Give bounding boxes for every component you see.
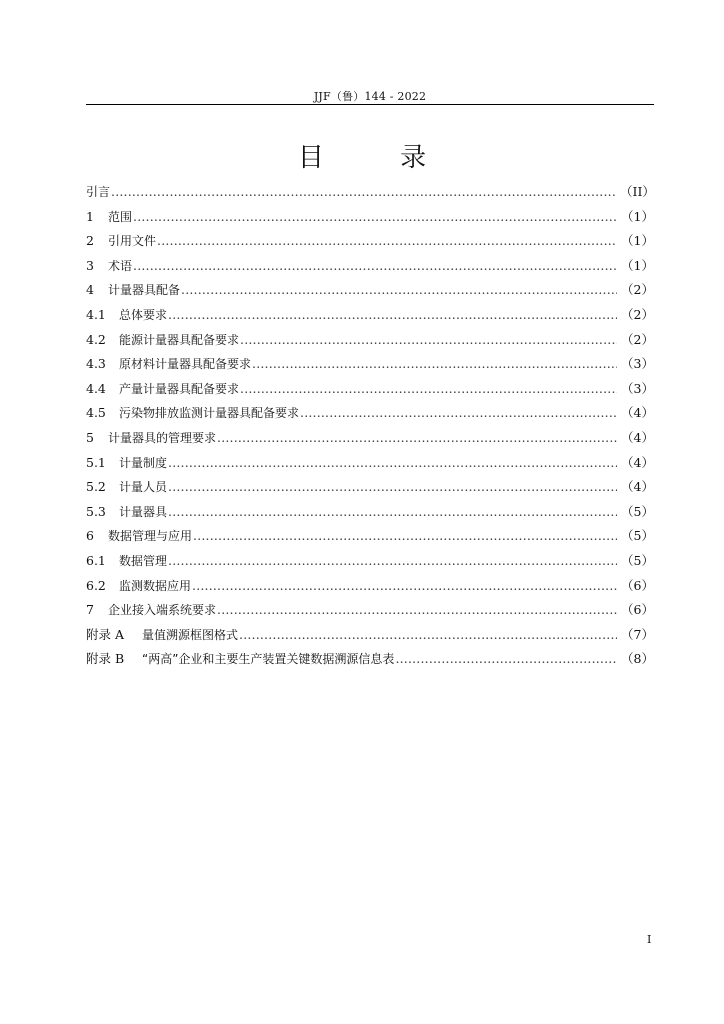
toc-dot-leader (240, 377, 617, 402)
toc-dot-leader (239, 623, 617, 648)
toc-entry[interactable] (86, 549, 654, 574)
toc-entry-page: （3） (621, 380, 654, 396)
toc-entry[interactable] (86, 229, 654, 254)
toc-entry-label: 引用文件 (108, 234, 157, 249)
toc-entry[interactable] (86, 180, 654, 205)
toc-entry-page: （5） (621, 552, 654, 568)
toc-entry[interactable] (86, 524, 654, 549)
table-of-contents (86, 180, 654, 672)
toc-entry-number: 5.3 (86, 503, 106, 519)
toc-entry-label: 数据管理与应用 (108, 529, 193, 544)
toc-entry[interactable] (86, 475, 654, 500)
toc-entry-label: 量值溯源框图格式 (142, 627, 239, 642)
toc-entry-page: （4） (621, 454, 654, 470)
toc-dot-leader (168, 549, 617, 574)
toc-dot-leader (133, 205, 617, 230)
toc-entry-label: 计量器具配备 (108, 283, 181, 298)
toc-entry-page: （5） (621, 503, 654, 519)
toc-entry-label: 产量计量器具配备要求 (119, 381, 240, 396)
toc-entry-number: 附录 B (86, 651, 125, 667)
toc-entry-label: 数据管理 (119, 553, 168, 568)
toc-entry-page: （II） (620, 184, 655, 199)
toc-dot-leader (300, 401, 617, 426)
toc-entry-number: 4.2 (86, 331, 106, 347)
toc-entry-page: （1） (621, 257, 654, 273)
toc-entry[interactable] (86, 574, 654, 599)
toc-dot-leader (168, 303, 617, 328)
toc-entry-number: 4.5 (86, 405, 106, 421)
toc-entry[interactable] (86, 647, 654, 672)
toc-dot-leader (217, 426, 617, 451)
toc-entry-page: （2） (621, 282, 654, 298)
toc-dot-leader (193, 524, 617, 549)
toc-dot-leader (252, 352, 617, 377)
toc-entry-label: 原材料计量器具配备要求 (119, 357, 252, 372)
header-rule (86, 104, 654, 105)
toc-entry[interactable] (86, 500, 654, 525)
toc-dot-leader (168, 500, 617, 525)
toc-entry[interactable] (86, 328, 654, 353)
toc-entry-label: 引言 (86, 185, 111, 199)
toc-entry-number: 6.2 (86, 577, 106, 593)
toc-entry-number: 6.1 (86, 552, 106, 568)
toc-entry[interactable] (86, 426, 654, 451)
toc-entry-label: 监测数据应用 (119, 578, 192, 593)
toc-entry-label: 污染物排放监测计量器具配备要求 (119, 406, 300, 421)
toc-entry-page: （5） (621, 528, 654, 544)
toc-entry-number: 5.1 (86, 454, 106, 470)
toc-dot-leader (133, 254, 617, 279)
toc-entry-page: （7） (621, 626, 654, 642)
toc-entry-label: 计量器具 (119, 504, 168, 519)
toc-entry-label: 总体要求 (119, 307, 168, 322)
toc-dot-leader (192, 574, 617, 599)
page-number: I (647, 933, 652, 946)
toc-entry-number: 7 (86, 602, 94, 618)
toc-dot-leader (111, 180, 617, 205)
toc-entry-page: （2） (621, 306, 654, 322)
toc-entry-page: （3） (621, 356, 654, 372)
toc-entry-label: 企业接入端系统要求 (108, 603, 217, 618)
toc-entry-label: 术语 (108, 258, 133, 273)
toc-entry[interactable] (86, 254, 654, 279)
toc-dot-leader (168, 475, 617, 500)
toc-entry-number: 5 (86, 429, 94, 445)
toc-dot-leader (395, 647, 617, 672)
toc-entry[interactable] (86, 205, 654, 230)
toc-entry-page: （4） (621, 405, 654, 421)
toc-dot-leader (181, 278, 617, 303)
toc-entry-label: 计量人员 (119, 480, 168, 495)
toc-entry[interactable] (86, 451, 654, 476)
toc-entry-number: 4.4 (86, 380, 106, 396)
toc-entry-page: （2） (621, 331, 654, 347)
toc-entry-number: 5.2 (86, 479, 106, 495)
toc-entry-page: （6） (621, 602, 654, 618)
toc-entry-label: 计量器具的管理要求 (108, 430, 217, 445)
toc-entry-number: 4 (86, 282, 94, 298)
toc-entry-label: “两高”企业和主要生产装置关键数据溯源信息表 (142, 652, 395, 667)
toc-entry[interactable] (86, 278, 654, 303)
toc-entry-number: 2 (86, 233, 94, 249)
toc-entry-label: 范围 (108, 209, 133, 224)
toc-entry-number: 4.1 (86, 306, 106, 322)
toc-entry-number: 附录 A (86, 626, 125, 642)
toc-entry-page: （1） (621, 208, 654, 224)
toc-entry[interactable] (86, 623, 654, 648)
toc-dot-leader (157, 229, 617, 254)
toc-entry-label: 计量制度 (119, 455, 168, 470)
toc-entry-page: （1） (621, 233, 654, 249)
toc-entry-number: 1 (86, 208, 94, 224)
toc-dot-leader (168, 451, 617, 476)
toc-entry-number: 3 (86, 257, 94, 273)
toc-entry-label: 能源计量器具配备要求 (119, 332, 240, 347)
toc-entry-page: （6） (621, 577, 654, 593)
toc-entry[interactable] (86, 352, 654, 377)
toc-entry-page: （4） (621, 429, 654, 445)
toc-entry[interactable] (86, 377, 654, 402)
toc-entry[interactable] (86, 598, 654, 623)
toc-entry-page: （8） (621, 651, 654, 667)
toc-entry-number: 4.3 (86, 356, 106, 372)
toc-dot-leader (217, 598, 617, 623)
page-title: 目 录 (297, 143, 461, 173)
toc-entry[interactable] (86, 303, 654, 328)
toc-dot-leader (240, 328, 617, 353)
toc-entry[interactable] (86, 401, 654, 426)
running-header: JJF（鲁）144 - 2022 (313, 90, 427, 103)
toc-entry-page: （4） (621, 479, 654, 495)
toc-entry-number: 6 (86, 528, 94, 544)
